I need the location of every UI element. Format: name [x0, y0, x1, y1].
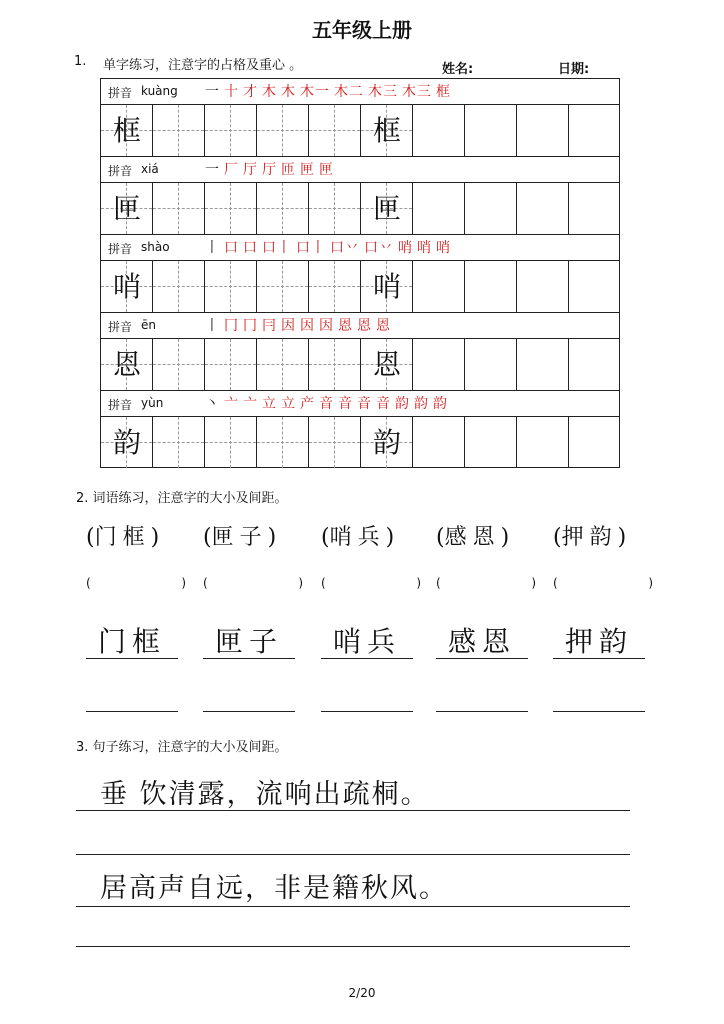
writing-cell[interactable] — [205, 417, 257, 468]
character-practice-grid — [100, 78, 620, 468]
paren-open: ( — [553, 525, 562, 550]
section2-instruction: 2. 词语练习，注意字的大小及间距。 — [76, 491, 288, 506]
writing-cell[interactable] — [101, 261, 153, 312]
writing-cell[interactable] — [413, 105, 465, 156]
stroke-step: 框 — [436, 84, 451, 100]
stroke-step: 冂 — [243, 318, 258, 334]
model-character: 匣 — [372, 192, 401, 225]
model-character: 恩 — [112, 348, 141, 381]
section1-number: 1. — [74, 54, 87, 69]
stroke-step: 匝 — [281, 162, 296, 178]
stroke-step: 音 — [376, 396, 391, 412]
writing-cell[interactable] — [257, 339, 309, 390]
stroke-step: 音 — [319, 396, 334, 412]
word-with-paren — [203, 520, 313, 551]
stroke-step: 厅 — [243, 162, 258, 178]
word-underline — [553, 658, 645, 659]
writing-cell[interactable] — [153, 339, 205, 390]
pinyin-row — [101, 391, 619, 417]
writing-cell[interactable] — [569, 183, 621, 234]
writing-cell[interactable] — [569, 417, 621, 468]
pinyin-row — [101, 313, 619, 339]
writing-cell[interactable] — [153, 105, 205, 156]
stroke-step: 匣 — [300, 162, 315, 178]
model-word: 哨兵 — [332, 625, 401, 658]
writing-cell[interactable] — [569, 261, 621, 312]
paren-close: ) — [617, 525, 627, 550]
stroke-step: 哨 — [436, 240, 451, 256]
word-writing-line[interactable] — [321, 711, 413, 712]
stroke-step: 音 — [357, 396, 372, 412]
paren-open: ( — [321, 525, 330, 550]
writing-cell[interactable] — [309, 183, 361, 234]
character-row — [101, 261, 619, 313]
writing-cell[interactable] — [413, 417, 465, 468]
stroke-step: 才 — [243, 84, 258, 100]
stroke-step: 韵 — [433, 396, 448, 412]
stroke-step: 厂 — [224, 162, 239, 178]
model-sentence: 居高声自远，非是籍秋风。 — [100, 873, 448, 904]
writing-cell[interactable] — [309, 105, 361, 156]
model-character: 哨 — [112, 270, 141, 303]
pinyin-value: xiá — [141, 162, 159, 176]
stroke-order — [205, 159, 338, 179]
stroke-step: 冂 — [224, 318, 239, 334]
paren-close: ) — [267, 525, 277, 550]
stroke-order — [205, 393, 452, 413]
model-character: 框 — [372, 114, 401, 147]
stroke-step: 恩 — [338, 318, 353, 334]
writing-cell[interactable] — [101, 105, 153, 156]
stroke-step: 厅 — [262, 162, 277, 178]
word-underline — [86, 658, 178, 659]
writing-cell[interactable] — [569, 105, 621, 156]
stroke-step: 口丨 — [296, 240, 326, 256]
stroke-step: 木二 — [334, 84, 364, 100]
pinyin-row — [101, 157, 619, 183]
writing-cell[interactable] — [465, 339, 517, 390]
model-character: 框 — [112, 114, 141, 147]
pinyin-value: shào — [141, 240, 170, 254]
word-text: 感恩 — [444, 525, 501, 550]
stroke-step: 丨 — [205, 318, 220, 334]
writing-cell[interactable] — [101, 417, 153, 468]
model-character: 恩 — [372, 348, 401, 381]
page-number: 2/20 — [348, 986, 376, 1000]
paren-open: ( — [203, 576, 208, 590]
page-title: 五年级上册 — [312, 18, 412, 42]
stroke-order — [205, 237, 455, 257]
sentence-writing-line[interactable] — [76, 946, 630, 947]
word-writing-line[interactable] — [553, 711, 645, 712]
paren-close: ) — [531, 576, 536, 590]
model-word: 押韵 — [564, 625, 633, 658]
writing-cell[interactable] — [465, 183, 517, 234]
stroke-step: 一 — [205, 162, 220, 178]
paren-open: ( — [86, 576, 91, 590]
pinyin-value: kuàng — [141, 84, 178, 98]
writing-cell[interactable] — [517, 261, 569, 312]
stroke-step: 一 — [205, 84, 220, 100]
character-row — [101, 339, 619, 391]
paren-close: ) — [500, 525, 510, 550]
writing-cell[interactable] — [569, 339, 621, 390]
word-text: 哨兵 — [329, 525, 386, 550]
paren-open: ( — [436, 576, 441, 590]
stroke-step: 木三 — [368, 84, 398, 100]
writing-cell[interactable] — [517, 339, 569, 390]
paren-open: ( — [553, 576, 558, 590]
pinyin-value: ēn — [141, 318, 156, 332]
paren-close: ) — [298, 576, 303, 590]
word-writing-line[interactable] — [436, 711, 528, 712]
pinyin-label: 拼音 — [108, 320, 133, 334]
sentence-writing-line[interactable] — [76, 854, 630, 855]
writing-cell[interactable] — [309, 261, 361, 312]
writing-cell[interactable] — [101, 183, 153, 234]
writing-cell[interactable] — [361, 339, 413, 390]
pinyin-value: yùn — [141, 396, 164, 410]
stroke-step: 恩 — [357, 318, 372, 334]
stroke-step: 哨 — [398, 240, 413, 256]
writing-cell[interactable] — [361, 261, 413, 312]
stroke-step: 因 — [319, 318, 334, 334]
paren-close: ) — [150, 525, 160, 550]
word-with-paren — [436, 520, 546, 551]
stroke-step: 恩 — [376, 318, 391, 334]
stroke-step: 口 — [224, 240, 239, 256]
writing-cell[interactable] — [465, 417, 517, 468]
writing-cell[interactable] — [465, 105, 517, 156]
writing-cell[interactable] — [465, 261, 517, 312]
writing-cell[interactable] — [413, 183, 465, 234]
word-with-paren — [86, 520, 196, 551]
pinyin-label: 拼音 — [108, 86, 133, 100]
pinyin-row — [101, 79, 619, 105]
writing-cell[interactable] — [309, 339, 361, 390]
paren-open: ( — [321, 576, 326, 590]
writing-cell[interactable] — [517, 183, 569, 234]
stroke-step: 丨 — [205, 240, 220, 256]
writing-cell[interactable] — [257, 105, 309, 156]
word-writing-line[interactable] — [203, 711, 295, 712]
writing-cell[interactable] — [517, 105, 569, 156]
stroke-step: 亠 — [243, 396, 258, 412]
stroke-step: 产 — [300, 396, 315, 412]
character-row — [101, 183, 619, 235]
writing-cell[interactable] — [205, 183, 257, 234]
pinyin-row — [101, 235, 619, 261]
stroke-step: 木一 — [300, 84, 330, 100]
pinyin-label: 拼音 — [108, 164, 133, 178]
paren-close: ) — [385, 525, 395, 550]
word-with-paren — [553, 520, 663, 551]
paren-open: ( — [436, 525, 445, 550]
word-text: 匣子 — [211, 525, 268, 550]
model-word: 感恩 — [447, 625, 516, 658]
writing-cell[interactable] — [153, 183, 205, 234]
section3-instruction: 3. 句子练习，注意字的大小及间距。 — [76, 740, 288, 755]
stroke-step: 十 — [224, 84, 239, 100]
pinyin-label: 拼音 — [108, 242, 133, 256]
word-underline — [321, 658, 413, 659]
stroke-step: 哨 — [417, 240, 432, 256]
stroke-step: 口 — [243, 240, 258, 256]
stroke-step: 口丨 — [262, 240, 292, 256]
stroke-step: 亠 — [224, 396, 239, 412]
paren-open: ( — [203, 525, 212, 550]
writing-cell[interactable] — [361, 105, 413, 156]
sentence-underline — [76, 906, 630, 907]
stroke-step: 木三 — [402, 84, 432, 100]
section1-instruction: 单字练习，注意字的占格及重心 。 — [103, 58, 303, 73]
model-word: 门框 — [97, 625, 166, 658]
writing-cell[interactable] — [153, 261, 205, 312]
paren-close: ) — [648, 576, 653, 590]
stroke-step: 立 — [281, 396, 296, 412]
stroke-step: 冃 — [262, 318, 277, 334]
writing-cell[interactable] — [257, 417, 309, 468]
model-sentence: 垂 饮清露，流响出疏桐。 — [100, 779, 430, 810]
writing-cell[interactable] — [205, 339, 257, 390]
stroke-step: 木 — [281, 84, 296, 100]
writing-cell[interactable] — [205, 105, 257, 156]
stroke-order — [205, 81, 455, 101]
word-underline — [203, 658, 295, 659]
stroke-step: 韵 — [395, 396, 410, 412]
stroke-order — [205, 315, 395, 335]
writing-cell[interactable] — [413, 339, 465, 390]
writing-cell[interactable] — [361, 183, 413, 234]
paren-open: ( — [86, 525, 95, 550]
writing-cell[interactable] — [101, 339, 153, 390]
writing-cell[interactable] — [153, 417, 205, 468]
writing-cell[interactable] — [205, 261, 257, 312]
stroke-step: 因 — [281, 318, 296, 334]
word-underline — [436, 658, 528, 659]
stroke-step: 韵 — [414, 396, 429, 412]
writing-cell[interactable] — [517, 417, 569, 468]
word-with-paren — [321, 520, 431, 551]
model-character: 哨 — [372, 270, 401, 303]
pinyin-label: 拼音 — [108, 398, 133, 412]
paren-close: ) — [416, 576, 421, 590]
name-label: 姓名: — [442, 62, 474, 77]
stroke-step: 立 — [262, 396, 277, 412]
word-text: 门框 — [94, 525, 151, 550]
model-word: 匣子 — [214, 625, 283, 658]
character-row — [101, 417, 619, 469]
model-character: 韵 — [372, 426, 401, 459]
word-text: 押韵 — [561, 525, 618, 550]
stroke-step: 因 — [300, 318, 315, 334]
writing-cell[interactable] — [309, 417, 361, 468]
model-character: 韵 — [112, 426, 141, 459]
stroke-step: 匣 — [319, 162, 334, 178]
model-character: 匣 — [112, 192, 141, 225]
stroke-step: 音 — [338, 396, 353, 412]
stroke-step: 丶 — [205, 396, 220, 412]
paren-close: ) — [181, 576, 186, 590]
character-row — [101, 105, 619, 157]
writing-cell[interactable] — [257, 183, 309, 234]
writing-cell[interactable] — [257, 261, 309, 312]
stroke-step: 木 — [262, 84, 277, 100]
writing-cell[interactable] — [361, 417, 413, 468]
word-writing-line[interactable] — [86, 711, 178, 712]
stroke-step: 口丷 — [330, 240, 360, 256]
sentence-underline — [76, 810, 630, 811]
writing-cell[interactable] — [413, 261, 465, 312]
stroke-step: 口丷 — [364, 240, 394, 256]
date-label: 日期: — [558, 62, 590, 77]
